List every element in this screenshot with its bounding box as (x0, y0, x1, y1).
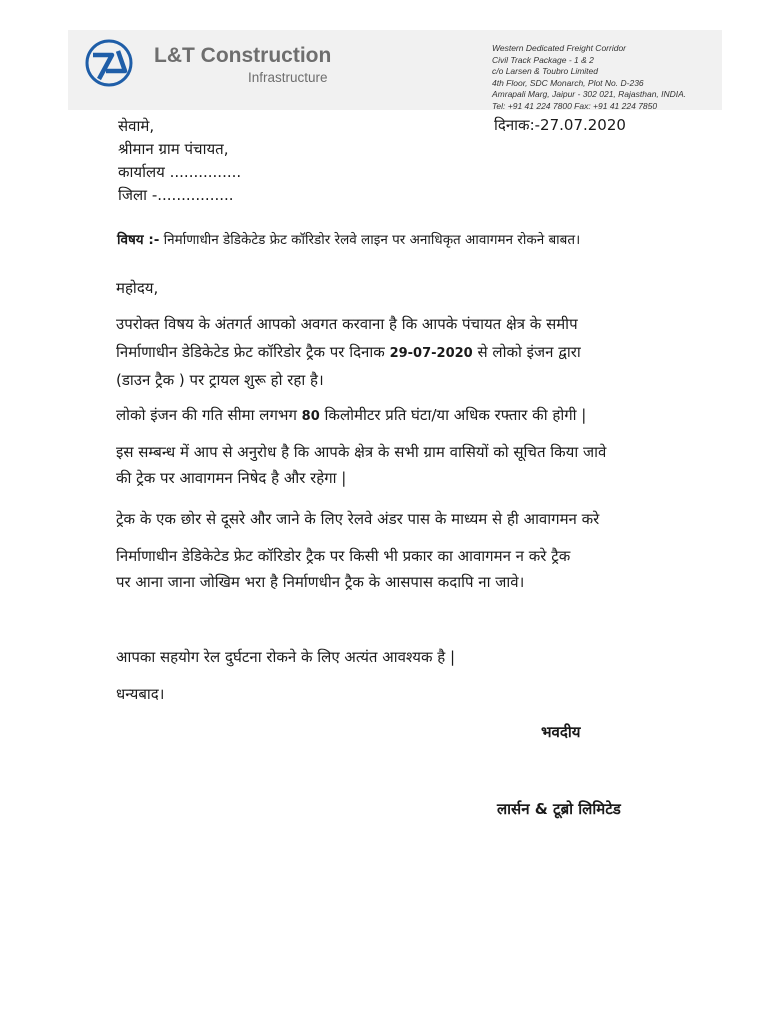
address-line: Amrapali Marg, Jaipur - 302 021, Rajasthan, INDIA. (492, 89, 687, 99)
body-line: पर आना जाना जोखिम भरा है निर्माणधीन ट्रैक के आसपास कदापि ना जावे। (116, 573, 525, 591)
body-line: आपका सहयोग रेल दुर्घटना रोकने के लिए अत्यंत आवश्यक है | (116, 648, 456, 666)
recipient-line: जिला -................ (118, 186, 234, 204)
body-text: लोको इंजन की गति सीमा लगभग (116, 406, 302, 424)
body-line: इस सम्बन्ध में आप से अनुरोध है कि आपके क्षेत्र के सभी ग्राम वासियों को सूचित किया जावे (116, 443, 607, 461)
address-line: Tel: +91 41 224 7800 Fax: +91 41 224 7850 (492, 100, 658, 111)
body-text: निर्माणाधीन डेडिकेटेड फ्रेट कॉरिडोर ट्रैक पर दिनाक (116, 343, 390, 361)
letter-date: दिनाक:-27.07.2020 (494, 116, 626, 134)
address-line: Western Dedicated Freight Corridor (492, 43, 627, 53)
address-line: c/o Larsen & Toubro Limited (492, 66, 598, 76)
body-line (116, 342, 581, 362)
closing-company: लार्सन & टूब्रो लिमिटेड (497, 800, 621, 818)
recipient-block (118, 115, 241, 207)
body-text: से लोको इंजन द्वारा (472, 343, 581, 361)
speed-value: 80 (301, 409, 320, 424)
address-line: Civil Track Package - 1 & 2 (492, 54, 594, 65)
salutation: महोदय, (116, 279, 159, 297)
closing-yours: भवदीय (541, 723, 581, 741)
trial-date: 29-07-2020 (389, 346, 473, 361)
address-line: 4th Floor, SDC Monarch, Plot No. D-236 (492, 77, 644, 88)
recipient-line: कार्यालय ............... (118, 163, 242, 181)
company-division: Infrastructure (248, 70, 328, 85)
recipient-line: सेवामे, (118, 117, 155, 135)
lt-logo-icon (84, 38, 134, 88)
body-text: किलोमीटर प्रति घंटा/या अधिक रफ्तार की होगी | (319, 406, 587, 424)
thanks-line: धन्यबाद। (116, 685, 165, 703)
body-line: निर्माणाधीन डेडिकेटेड फ्रेट कॉरिडोर ट्रैक पर किसी भी प्रकार का आवागमन न करे ट्रैक (116, 547, 571, 565)
company-name: L&T Construction (154, 44, 332, 67)
letterhead-address (492, 43, 718, 112)
body-line: ट्रेक के एक छोर से दूसरे और जाने के लिए रेलवे अंडर पास के माध्यम से ही आवागमन करे (116, 510, 600, 528)
body-line: (डाउन ट्रैक ) पर ट्रायल शुरू हो रहा है। (116, 371, 324, 389)
subject-label: विषय :- (117, 232, 160, 248)
body-line: उपरोक्त विषय के अंतगर्त आपको अवगत करवाना है कि आपके पंचायत क्षेत्र के समीप (116, 315, 578, 333)
subject-line (117, 230, 580, 248)
recipient-line: श्रीमान ग्राम पंचायत, (118, 140, 229, 158)
subject-text: निर्माणाधीन डेडिकेटेड फ्रेट कॉरिडोर रेलवे लाइन पर अनाधिकृत आवागमन रोकने बाबत। (159, 232, 581, 248)
body-line (116, 405, 586, 425)
body-line: की ट्रेक पर आवागमन निषेद है और रहेगा | (116, 469, 347, 487)
